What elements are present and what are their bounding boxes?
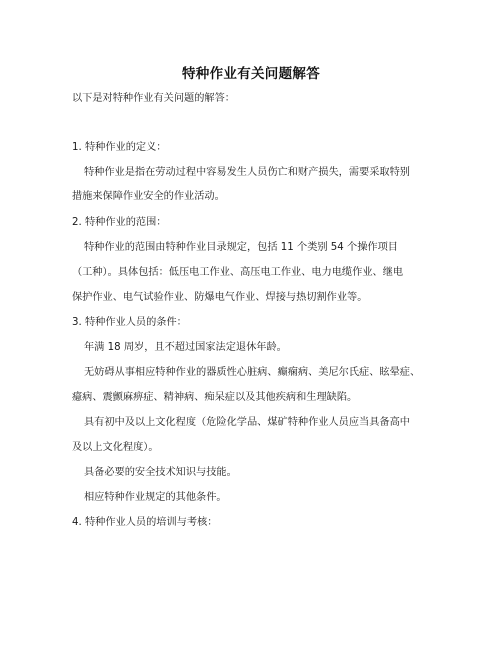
section-1-heading: 1. 特种作业的定义： bbox=[72, 142, 167, 153]
section-2-paragraph-line-2: （工种）。具体包括：低压电工作业、高压电工作业、电力电缆作业、继电 bbox=[72, 267, 404, 278]
section-3-item-education-line-2: 及以上文化程度）。 bbox=[72, 442, 159, 453]
section-3-item-education-line-1: 具有初中及以上文化程度（危险化学品、煤矿特种作业人员应当具备高中 bbox=[84, 417, 410, 428]
section-3-item-skills: 具备必要的安全技术知识与技能。 bbox=[84, 467, 237, 478]
section-4-heading: 4. 特种作业人员的培训与考核： bbox=[72, 517, 218, 528]
section-3-item-health-line-2: 癔病、震颤麻痹症、精神病、痴呆症以及其他疾病和生理缺陷。 bbox=[72, 392, 358, 403]
section-3-item-age: 年满 18 周岁，且不超过国家法定退休年龄。 bbox=[84, 342, 287, 353]
section-3-item-health-line-1: 无妨碍从事相应特种作业的器质性心脏病、癫痫病、美尼尔氏症、眩晕症、 bbox=[84, 367, 421, 378]
section-1-paragraph-line-2: 措施来保障作业安全的作业活动。 bbox=[72, 191, 225, 202]
section-3-item-other: 相应特种作业规定的其他条件。 bbox=[84, 492, 227, 503]
section-2-paragraph-line-3: 保护作业、电气试验作业、防爆电气作业、焊接与热切割作业等。 bbox=[72, 292, 368, 303]
section-2-paragraph-line-1: 特种作业的范围由特种作业目录规定，包括 11 个类别 54 个操作项目 bbox=[84, 242, 398, 253]
section-1-paragraph-line-1: 特种作业是指在劳动过程中容易发生人员伤亡和财产损失，需要采取特别 bbox=[84, 167, 410, 178]
section-2-heading: 2. 特种作业的范围： bbox=[72, 217, 167, 228]
section-3-heading: 3. 特种作业人员的条件： bbox=[72, 317, 187, 328]
document-title: 特种作业有关问题解答 bbox=[182, 66, 320, 82]
intro-text: 以下是对特种作业有关问题的解答： bbox=[72, 93, 235, 104]
